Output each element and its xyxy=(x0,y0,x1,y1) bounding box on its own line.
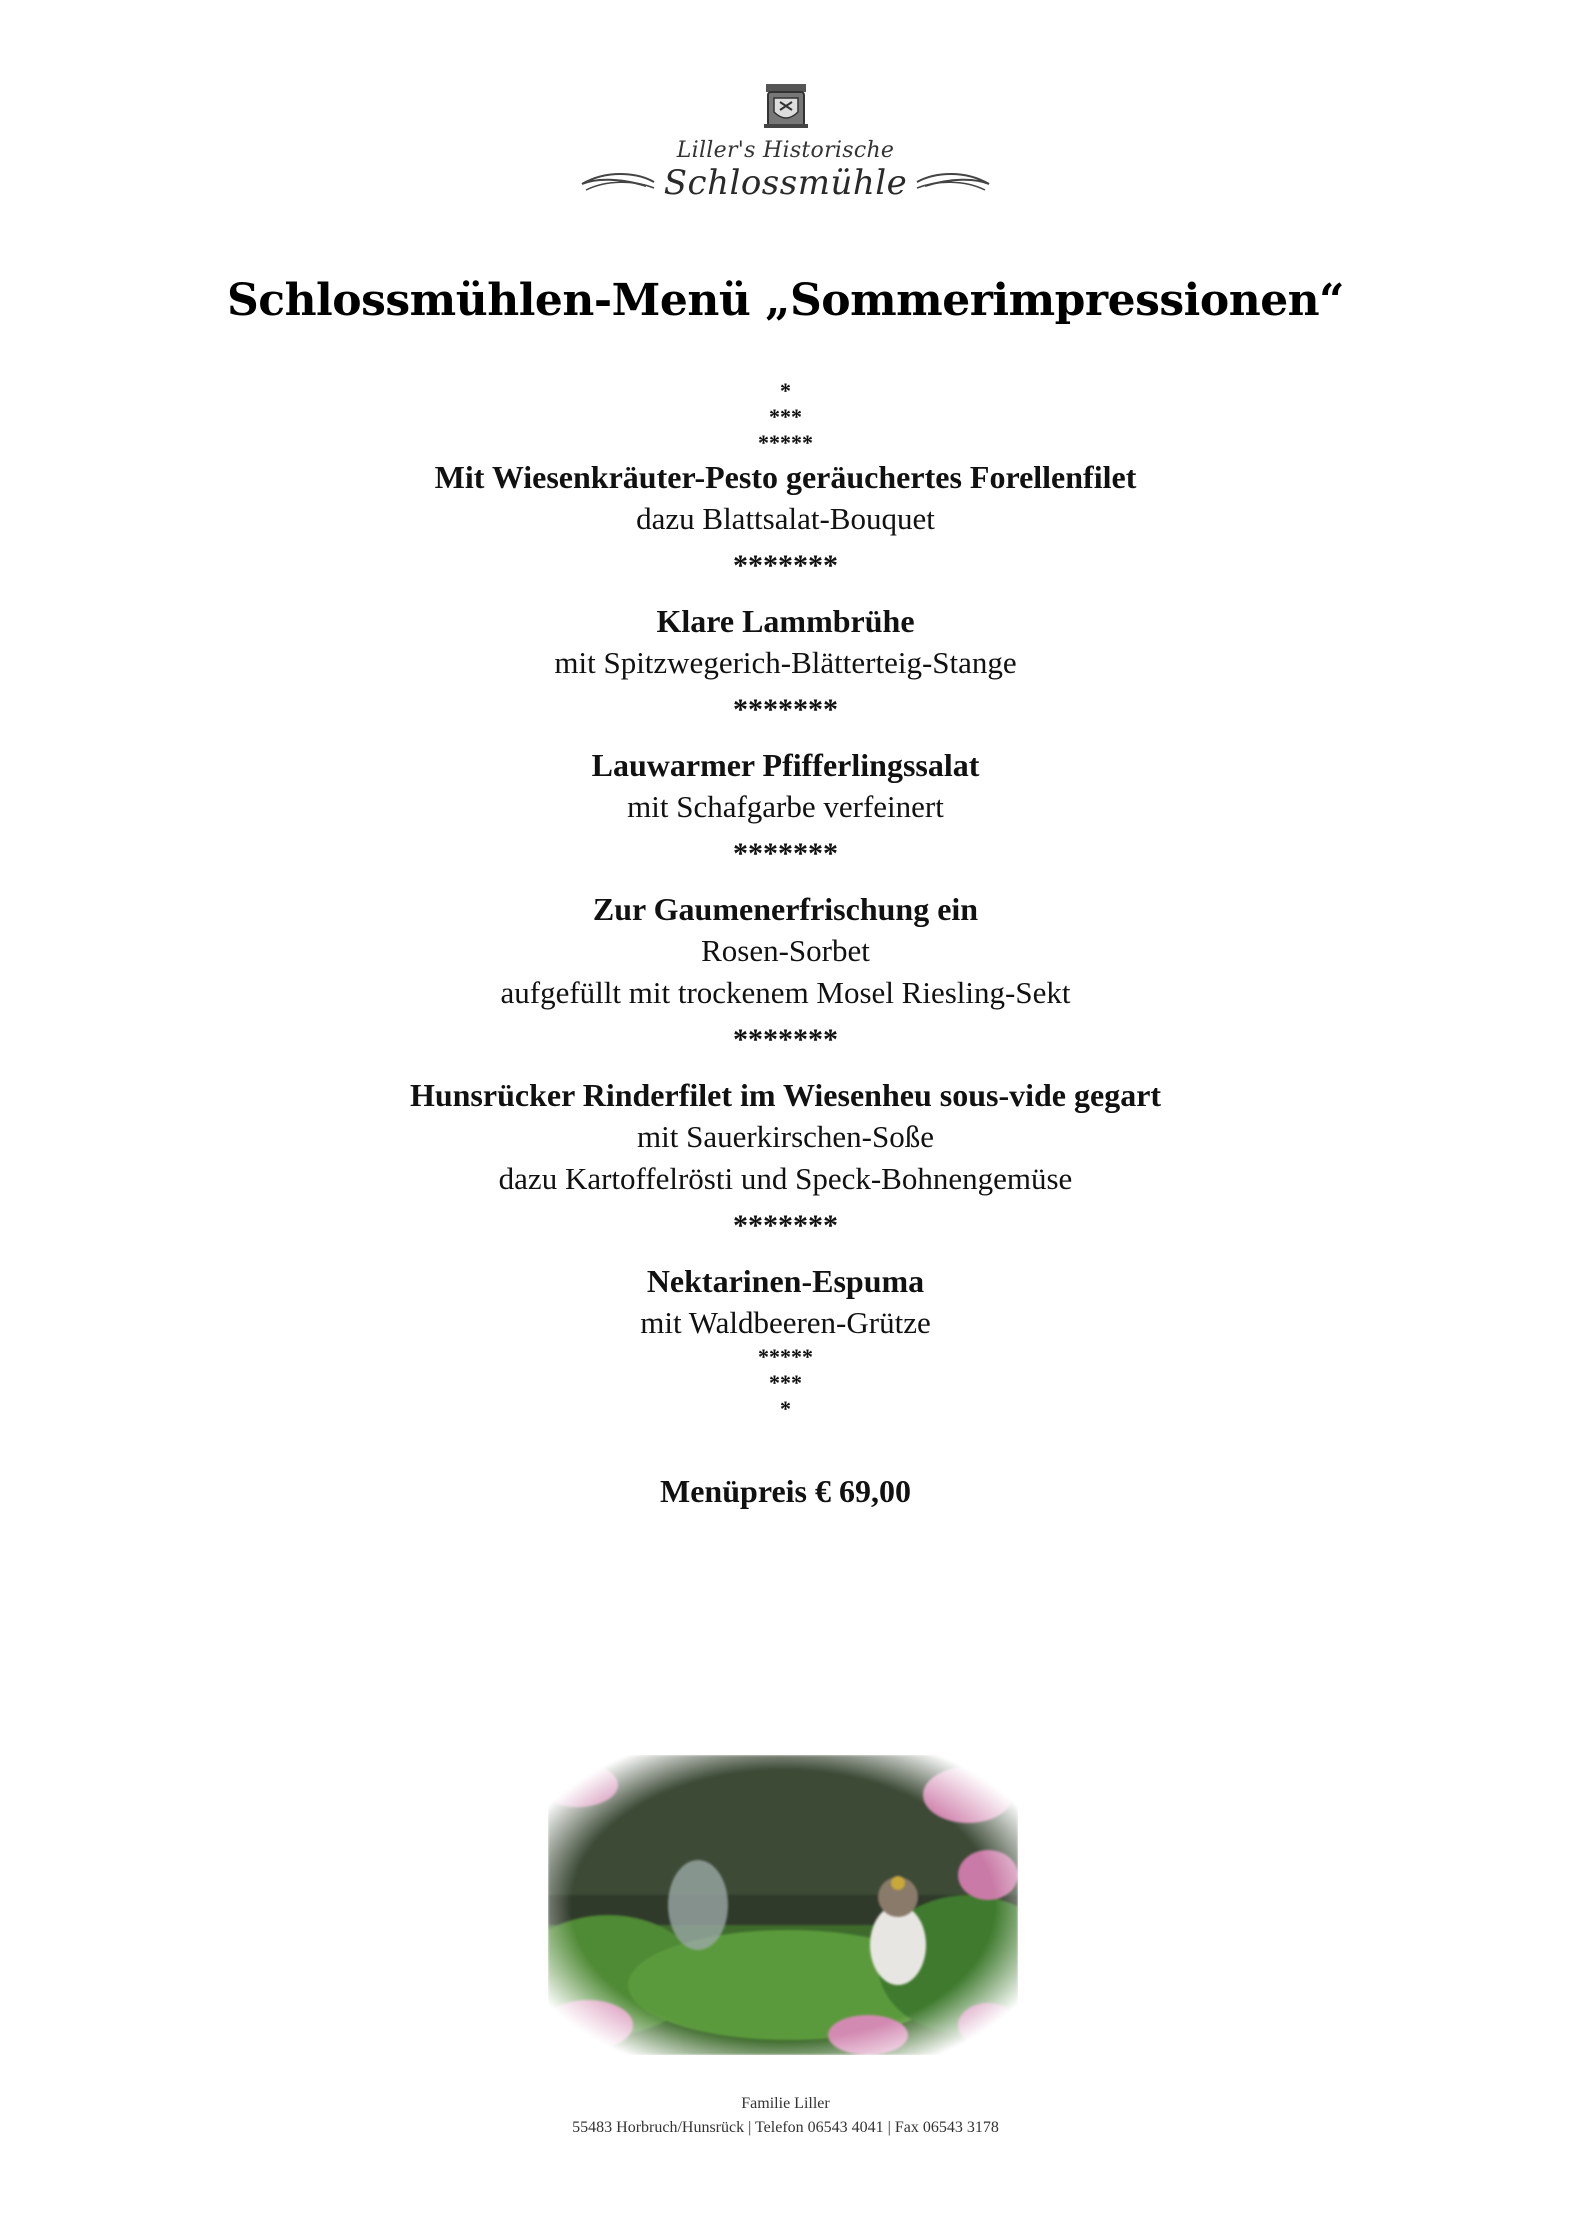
separator: ******* xyxy=(733,1209,838,1242)
outro-stars-1: ***** xyxy=(758,1344,813,1369)
separator: ******* xyxy=(733,1023,838,1056)
course-title: Lauwarmer Pfifferlingssalat xyxy=(591,747,980,783)
logo-line1: Liller's Historische xyxy=(676,138,895,163)
separator: ******* xyxy=(733,549,838,582)
intro-stars-1: * xyxy=(780,378,791,403)
left-swirl-icon xyxy=(576,168,656,198)
course-title: Klare Lammbrühe xyxy=(656,603,915,639)
course-description: aufgefüllt mit trockenem Mosel Riesling-Sekt xyxy=(500,975,1071,1010)
course-3 xyxy=(0,744,1571,828)
separator: ******* xyxy=(733,693,838,726)
intro-stars-3: ***** xyxy=(758,430,813,455)
footer xyxy=(0,2092,1571,2140)
garden-photo xyxy=(548,1755,1018,2055)
course-title: Nektarinen-Espuma xyxy=(646,1263,925,1299)
course-6 xyxy=(0,1260,1571,1344)
page-title: Schlossmühlen-Menü „Sommerimpressionen“ xyxy=(227,275,1344,326)
course-2 xyxy=(0,600,1571,684)
footer-name: Familie Liller xyxy=(741,2095,830,2112)
separator: ******* xyxy=(733,837,838,870)
course-4 xyxy=(0,888,1571,1014)
course-description: dazu Blattsalat-Bouquet xyxy=(636,501,935,536)
course-1 xyxy=(0,456,1571,540)
course-description: Rosen-Sorbet xyxy=(701,933,870,968)
course-description: dazu Kartoffelrösti und Speck-Bohnengemüse xyxy=(498,1161,1073,1196)
logo-line2: Schlossmühle xyxy=(663,163,908,203)
right-swirl-icon xyxy=(915,168,995,198)
outro-stars-3: * xyxy=(780,1396,791,1421)
outro-stars-2: *** xyxy=(769,1370,802,1395)
course-title: Hunsrücker Rinderfilet im Wiesenheu sous-vide gegart xyxy=(409,1077,1162,1113)
menu-price: Menüpreis € 69,00 xyxy=(660,1473,911,1509)
course-description: mit Spitzwegerich-Blätterteig-Stange xyxy=(554,645,1017,680)
course-description: mit Sauerkirschen-Soße xyxy=(636,1119,934,1154)
footer-contact: 55483 Horbruch/Hunsrück | Telefon 06543 4041 | Fax 06543 3178 xyxy=(572,2119,999,2136)
intro-stars-2: *** xyxy=(769,404,802,429)
menu-list xyxy=(0,378,1571,1512)
course-5 xyxy=(0,1074,1571,1200)
course-description: mit Waldbeeren-Grütze xyxy=(640,1305,931,1340)
course-title: Zur Gaumenerfrischung ein xyxy=(592,891,979,927)
logo xyxy=(0,80,1571,203)
garden-photo-image xyxy=(548,1755,1018,2055)
course-title: Mit Wiesenkräuter-Pesto geräuchertes Forellenfilet xyxy=(434,459,1137,495)
course-description: mit Schafgarbe verfeinert xyxy=(627,789,944,824)
crest-icon xyxy=(760,80,812,132)
